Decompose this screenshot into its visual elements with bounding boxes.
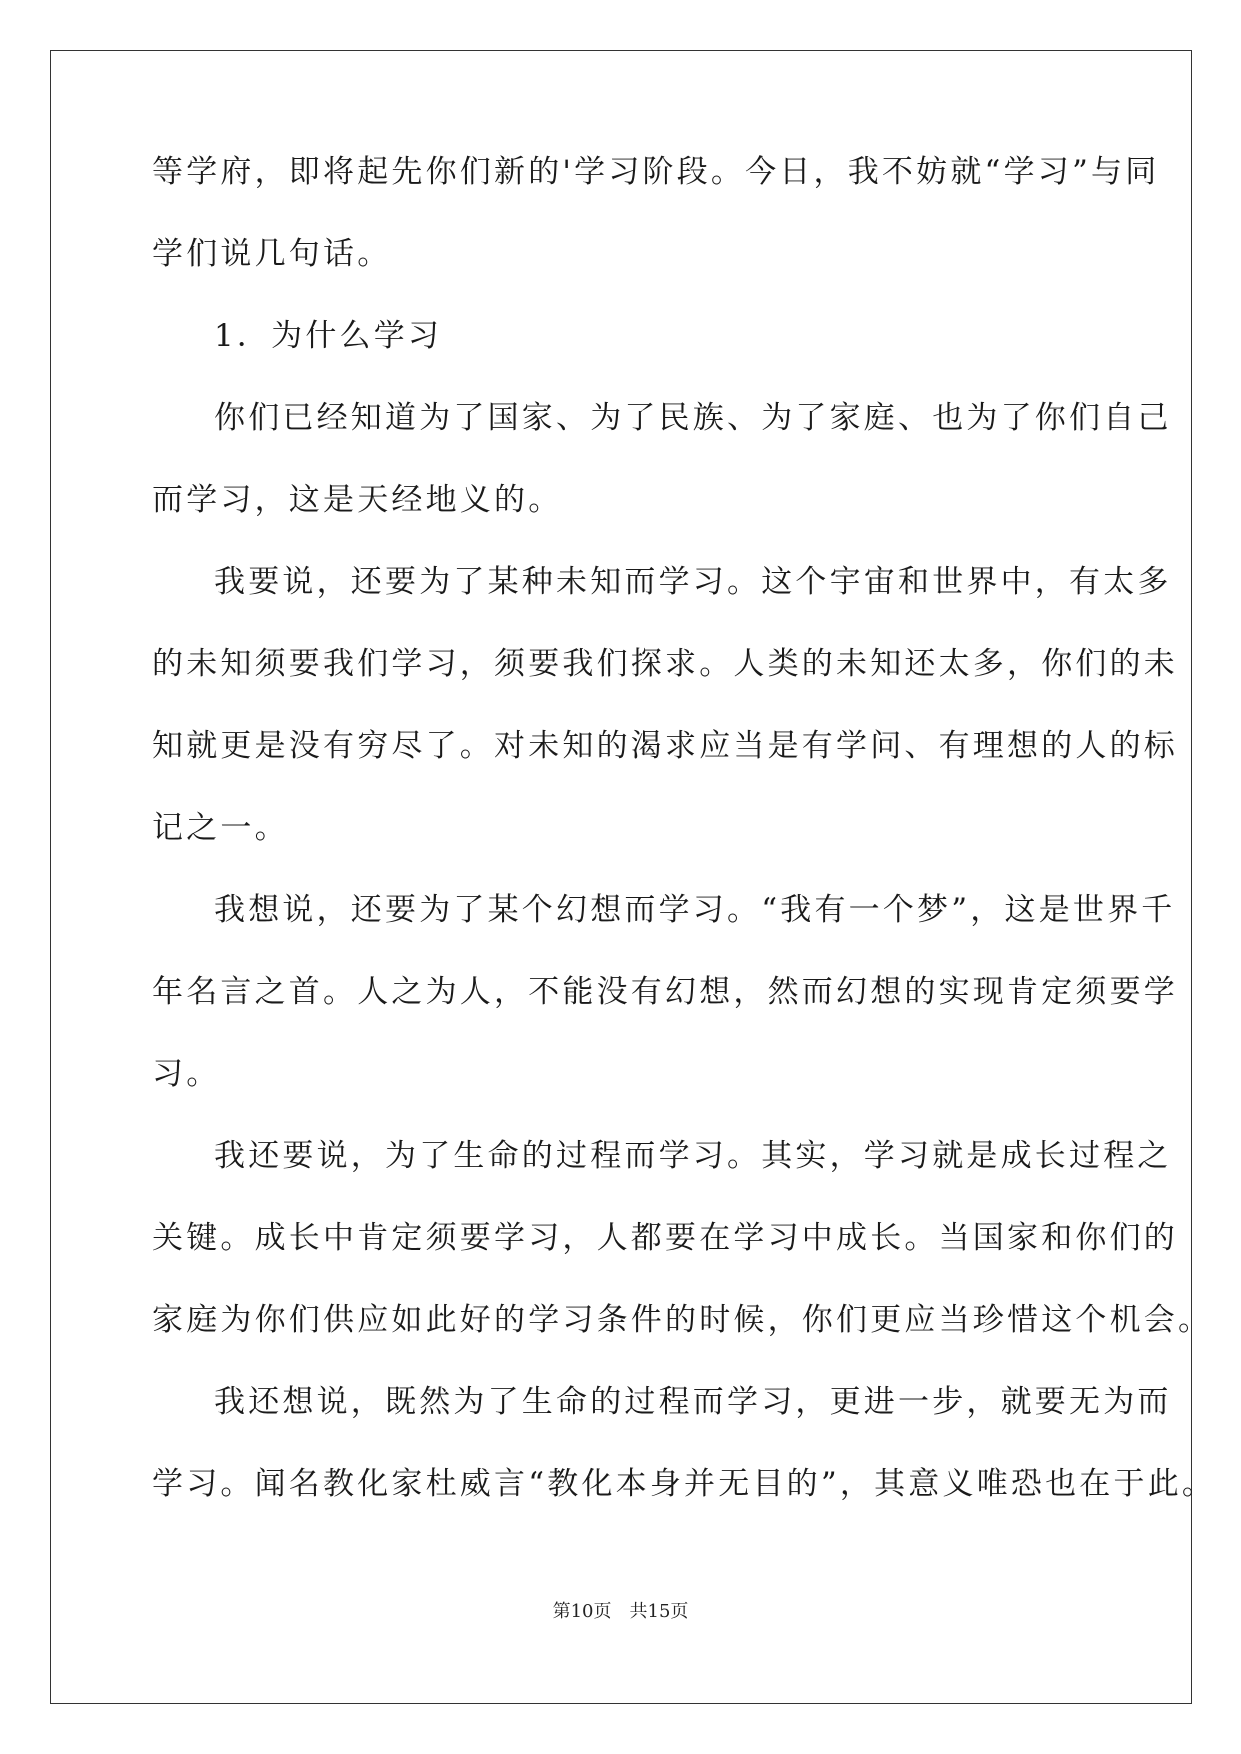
page-total: 共15页 [629,1601,689,1622]
text-line: 而学习，这是天经地义的。 [152,482,563,518]
text-line: 我还想说，既然为了生命的过程而学习，更进一步，就要无为而 [214,1384,1172,1420]
text-line: 家庭为你们供应如此好的学习条件的时候，你们更应当珍惜这个机会。 [152,1302,1213,1338]
text-line: 学习。闻名教化家杜威言“教化本身并无目的”，其意义唯恐也在于此。 [152,1466,1217,1502]
text-line: 的未知须要我们学习，须要我们探求。人类的未知还太多，你们的未 [152,646,1178,682]
page-number: 第10页 [552,1601,612,1622]
text-line: 知就更是没有穷尽了。对未知的渴求应当是有学问、有理想的人的标 [152,728,1178,764]
text-line: 我要说，还要为了某种未知而学习。这个宇宙和世界中，有太多 [214,564,1172,600]
text-line: 1．为什么学习 [214,318,443,354]
text-line: 等学府，即将起先你们新的'学习阶段。今日，我不妨就“学习”与同 [152,154,1160,190]
page-footer [0,1597,1241,1623]
text-line: 关键。成长中肯定须要学习，人都要在学习中成长。当国家和你们的 [152,1220,1178,1256]
document-body [152,131,1217,1525]
text-line: 我想说，还要为了某个幻想而学习。“我有一个梦”，这是世界千 [214,892,1176,928]
text-line: 习。 [152,1056,221,1092]
text-line: 我还要说，为了生命的过程而学习。其实，学习就是成长过程之 [214,1138,1172,1174]
text-line: 年名言之首。人之为人，不能没有幻想，然而幻想的实现肯定须要学 [152,974,1178,1010]
text-line: 你们已经知道为了国家、为了民族、为了家庭、也为了你们自己 [214,400,1172,436]
text-line: 学们说几句话。 [152,236,392,272]
text-line: 记之一。 [152,810,289,846]
